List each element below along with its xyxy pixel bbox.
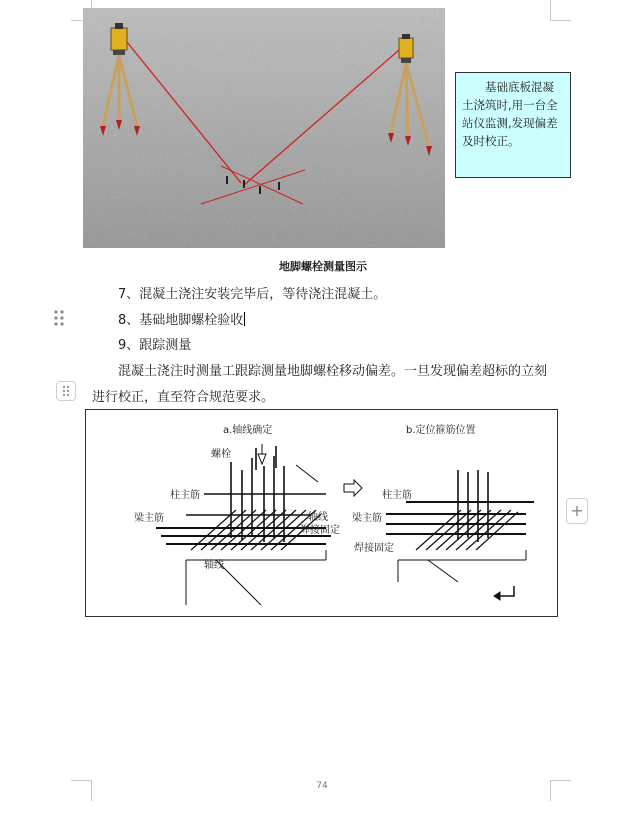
page-corner-mark [550, 0, 571, 21]
paragraph-line: 进行校正，直至符合规范要求。 [92, 390, 275, 405]
drag-handle-icon[interactable] [53, 309, 65, 327]
label-column-rebar-a: 柱主筋 [170, 490, 200, 501]
page-number: 74 [316, 781, 328, 791]
return-arrow-icon [500, 586, 514, 596]
list-item-8-text: 8、基础地脚螺栓验收 [118, 313, 244, 328]
paragraph-line: 混凝土浇注时测量工跟踪测量地脚螺栓移动偏差。一旦发现偏差超标的立刻 [118, 364, 548, 379]
label-beam-rebar-a: 梁主筋 [134, 513, 164, 524]
text-cursor [244, 312, 245, 326]
label-column-rebar-b: 柱主筋 [382, 490, 412, 501]
list-item-8[interactable] [118, 309, 245, 328]
figure-caption: 地脚螺栓测量图示 [279, 260, 367, 273]
list-item-7: 7、混凝土浇注安装完毕后，等待浇注混凝土。 [118, 287, 387, 302]
panel-b-title: b.定位箍筋位置 [406, 425, 476, 436]
label-weld-a: 焊接固定 [300, 525, 340, 536]
label-axis-a: 轴线 [308, 512, 328, 523]
survey-photo [83, 8, 445, 248]
list-item-9: 9、跟踪测量 [118, 338, 192, 353]
add-block-button[interactable]: + [566, 498, 588, 524]
block-handle-button[interactable] [56, 381, 76, 401]
label-bolt: 螺栓 [211, 449, 231, 460]
rebar-diagram [85, 409, 558, 617]
panel-a-title: a.轴线确定 [223, 425, 273, 436]
grip-icon [57, 382, 75, 400]
callout-box: 基础底板混凝土浇筑时,用一台全站仪监测,发现偏差及时校正。 [455, 72, 571, 178]
label-beam-rebar-b: 梁主筋 [352, 513, 382, 524]
label-weld-b: 焊接固定 [354, 543, 394, 554]
label-axis-bottom: 轴线 [204, 560, 224, 571]
